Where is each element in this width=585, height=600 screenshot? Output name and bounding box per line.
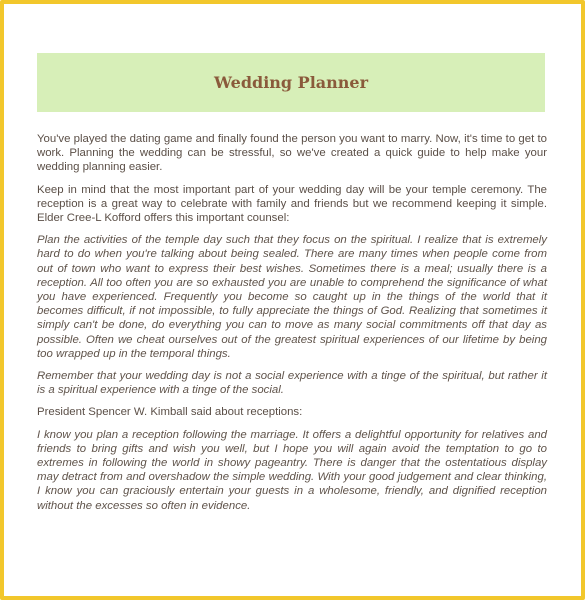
intro-paragraph: You've played the dating game and finally found the person you want to marry. Now, it's time to get to work. Planning the wedding can be stressful, so we've created a quick guide to help make your wedding planning easier. [37,133,547,174]
title-banner [37,53,545,112]
page-title: Wedding Planner [213,73,369,92]
ceremony-paragraph: Keep in mind that the most important part of your wedding day will be your temple ceremony. The reception is a great way to celebrate with family and friends but we recommend keeping it simple. Elder Cree-L Kofford offers this important counsel: [37,183,547,225]
kofford-quote: Plan the activities of the temple day such that they focus on the spiritual. I realize that is extremely hard to do when you're talking about being sealed. There are many times when people come from out of town who want to express their best wishes. Sometimes there is a meal; usually there is a reception. All too often you are so exhausted you are unable to comprehend the significance of what you have experienced. Frequently you become so caught up in the things of the world that it becomes difficult, if not impossible, to fully appreciate the things of God. Realizing that sometimes it simply can't be done, do everything you can to move as many social commitments off that day as possible. Often we cheat ourselves out of the greatest spiritual experiences of our lifetime by being too wrapped up in the temporal things. [37,234,547,360]
kimball-quote: I know you plan a reception following the marriage. It offers a delightful opportunity for relatives and friends to bring gifts and wish you well, but I hope you will again avoid the temptation to go to extremes in following the world in showy pageantry. There is danger that the ostentatious display may detract from and overshadow the simple wedding. With your good judgement and clear thinking, I know you can graciously entertain your guests in a wholesome, friendly, and dignified reception without the excesses so often in evidence. [37,428,547,512]
kimball-intro: President Spencer W. Kimball said about receptions: [37,406,303,419]
document-body [37,132,547,521]
reminder-quote: Remember that your wedding day is not a social experience with a tinge of the spiritual, but rather it is a spiritual experience with a tinge of the social. [37,370,547,397]
